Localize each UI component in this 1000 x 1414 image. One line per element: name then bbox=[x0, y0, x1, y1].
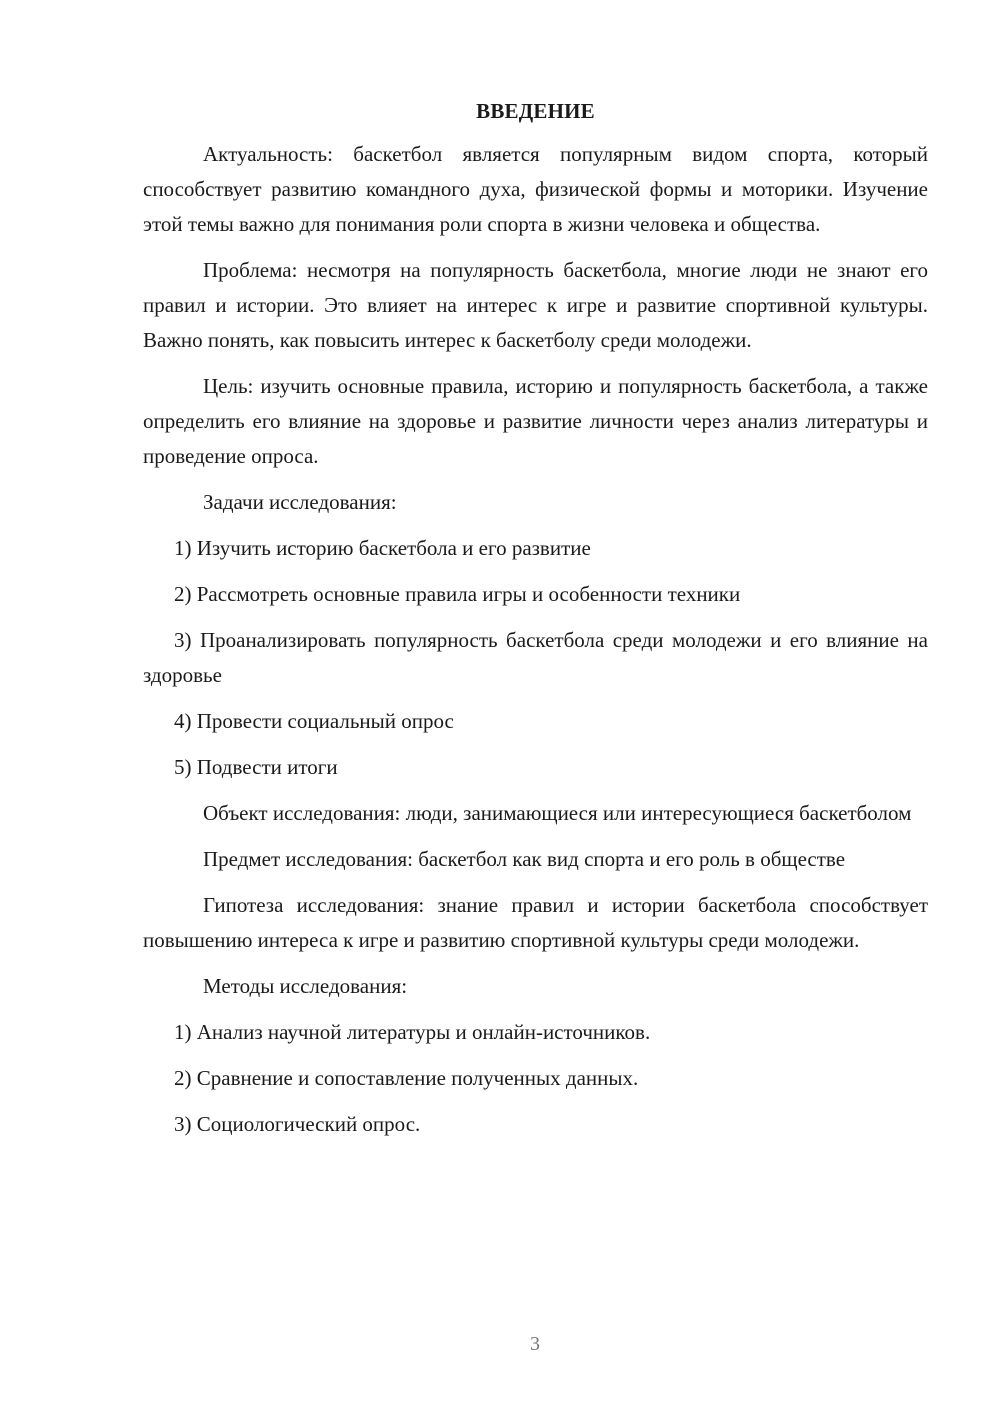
method-item-3: 3) Социологический опрос. bbox=[174, 1112, 421, 1136]
tasks-list bbox=[143, 531, 928, 785]
subject-paragraph: Предмет исследования: баскетбол как вид спорта и его роль в обществе bbox=[203, 847, 846, 871]
page-content bbox=[143, 96, 928, 1153]
object-paragraph: Объект исследования: люди, занимающиеся или интересующиеся баскетболом bbox=[203, 801, 912, 825]
problem-paragraph: Проблема: несмотря на популярность баскетбола, многие люди не знают его правил и истории. Это влияет на интерес к игре и развитие спортивной культуры. Важно понять, как повысить интерес к баскетболу среди молодежи. bbox=[143, 258, 928, 352]
task-item-2: 2) Рассмотреть основные правила игры и особенности техники bbox=[174, 582, 741, 606]
page-title: ВВЕДЕНИЕ bbox=[476, 99, 595, 123]
goal-paragraph: Цель: изучить основные правила, историю и популярность баскетбола, а также определить его влияние на здоровье и развитие личности через анализ литературы и проведение опроса. bbox=[143, 374, 928, 468]
tasks-heading: Задачи исследования: bbox=[203, 490, 397, 514]
task-item-5: 5) Подвести итоги bbox=[174, 755, 338, 779]
methods-heading: Методы исследования: bbox=[203, 974, 408, 998]
method-item-2: 2) Сравнение и сопоставление полученных данных. bbox=[174, 1066, 639, 1090]
task-item-1: 1) Изучить историю баскетбола и его развитие bbox=[174, 536, 591, 560]
page-number: 3 bbox=[530, 1333, 540, 1355]
hypothesis-paragraph: Гипотеза исследования: знание правил и истории баскетбола способствует повышению интереса к игре и развитию спортивной культуры среди молодежи. bbox=[143, 893, 928, 952]
method-item-1: 1) Анализ научной литературы и онлайн-источников. bbox=[174, 1020, 651, 1044]
task-item-4: 4) Провести социальный опрос bbox=[174, 709, 454, 733]
methods-list bbox=[143, 1015, 928, 1142]
relevance-paragraph: Актуальность: баскетбол является популярным видом спорта, который способствует развитию командного духа, физической формы и моторики. Изучение этой темы важно для понимания роли спорта в жизни человека и общества. bbox=[143, 142, 928, 236]
task-item-3: 3) Проанализировать популярность баскетбола среди молодежи и его влияние на здоровье bbox=[143, 628, 928, 687]
